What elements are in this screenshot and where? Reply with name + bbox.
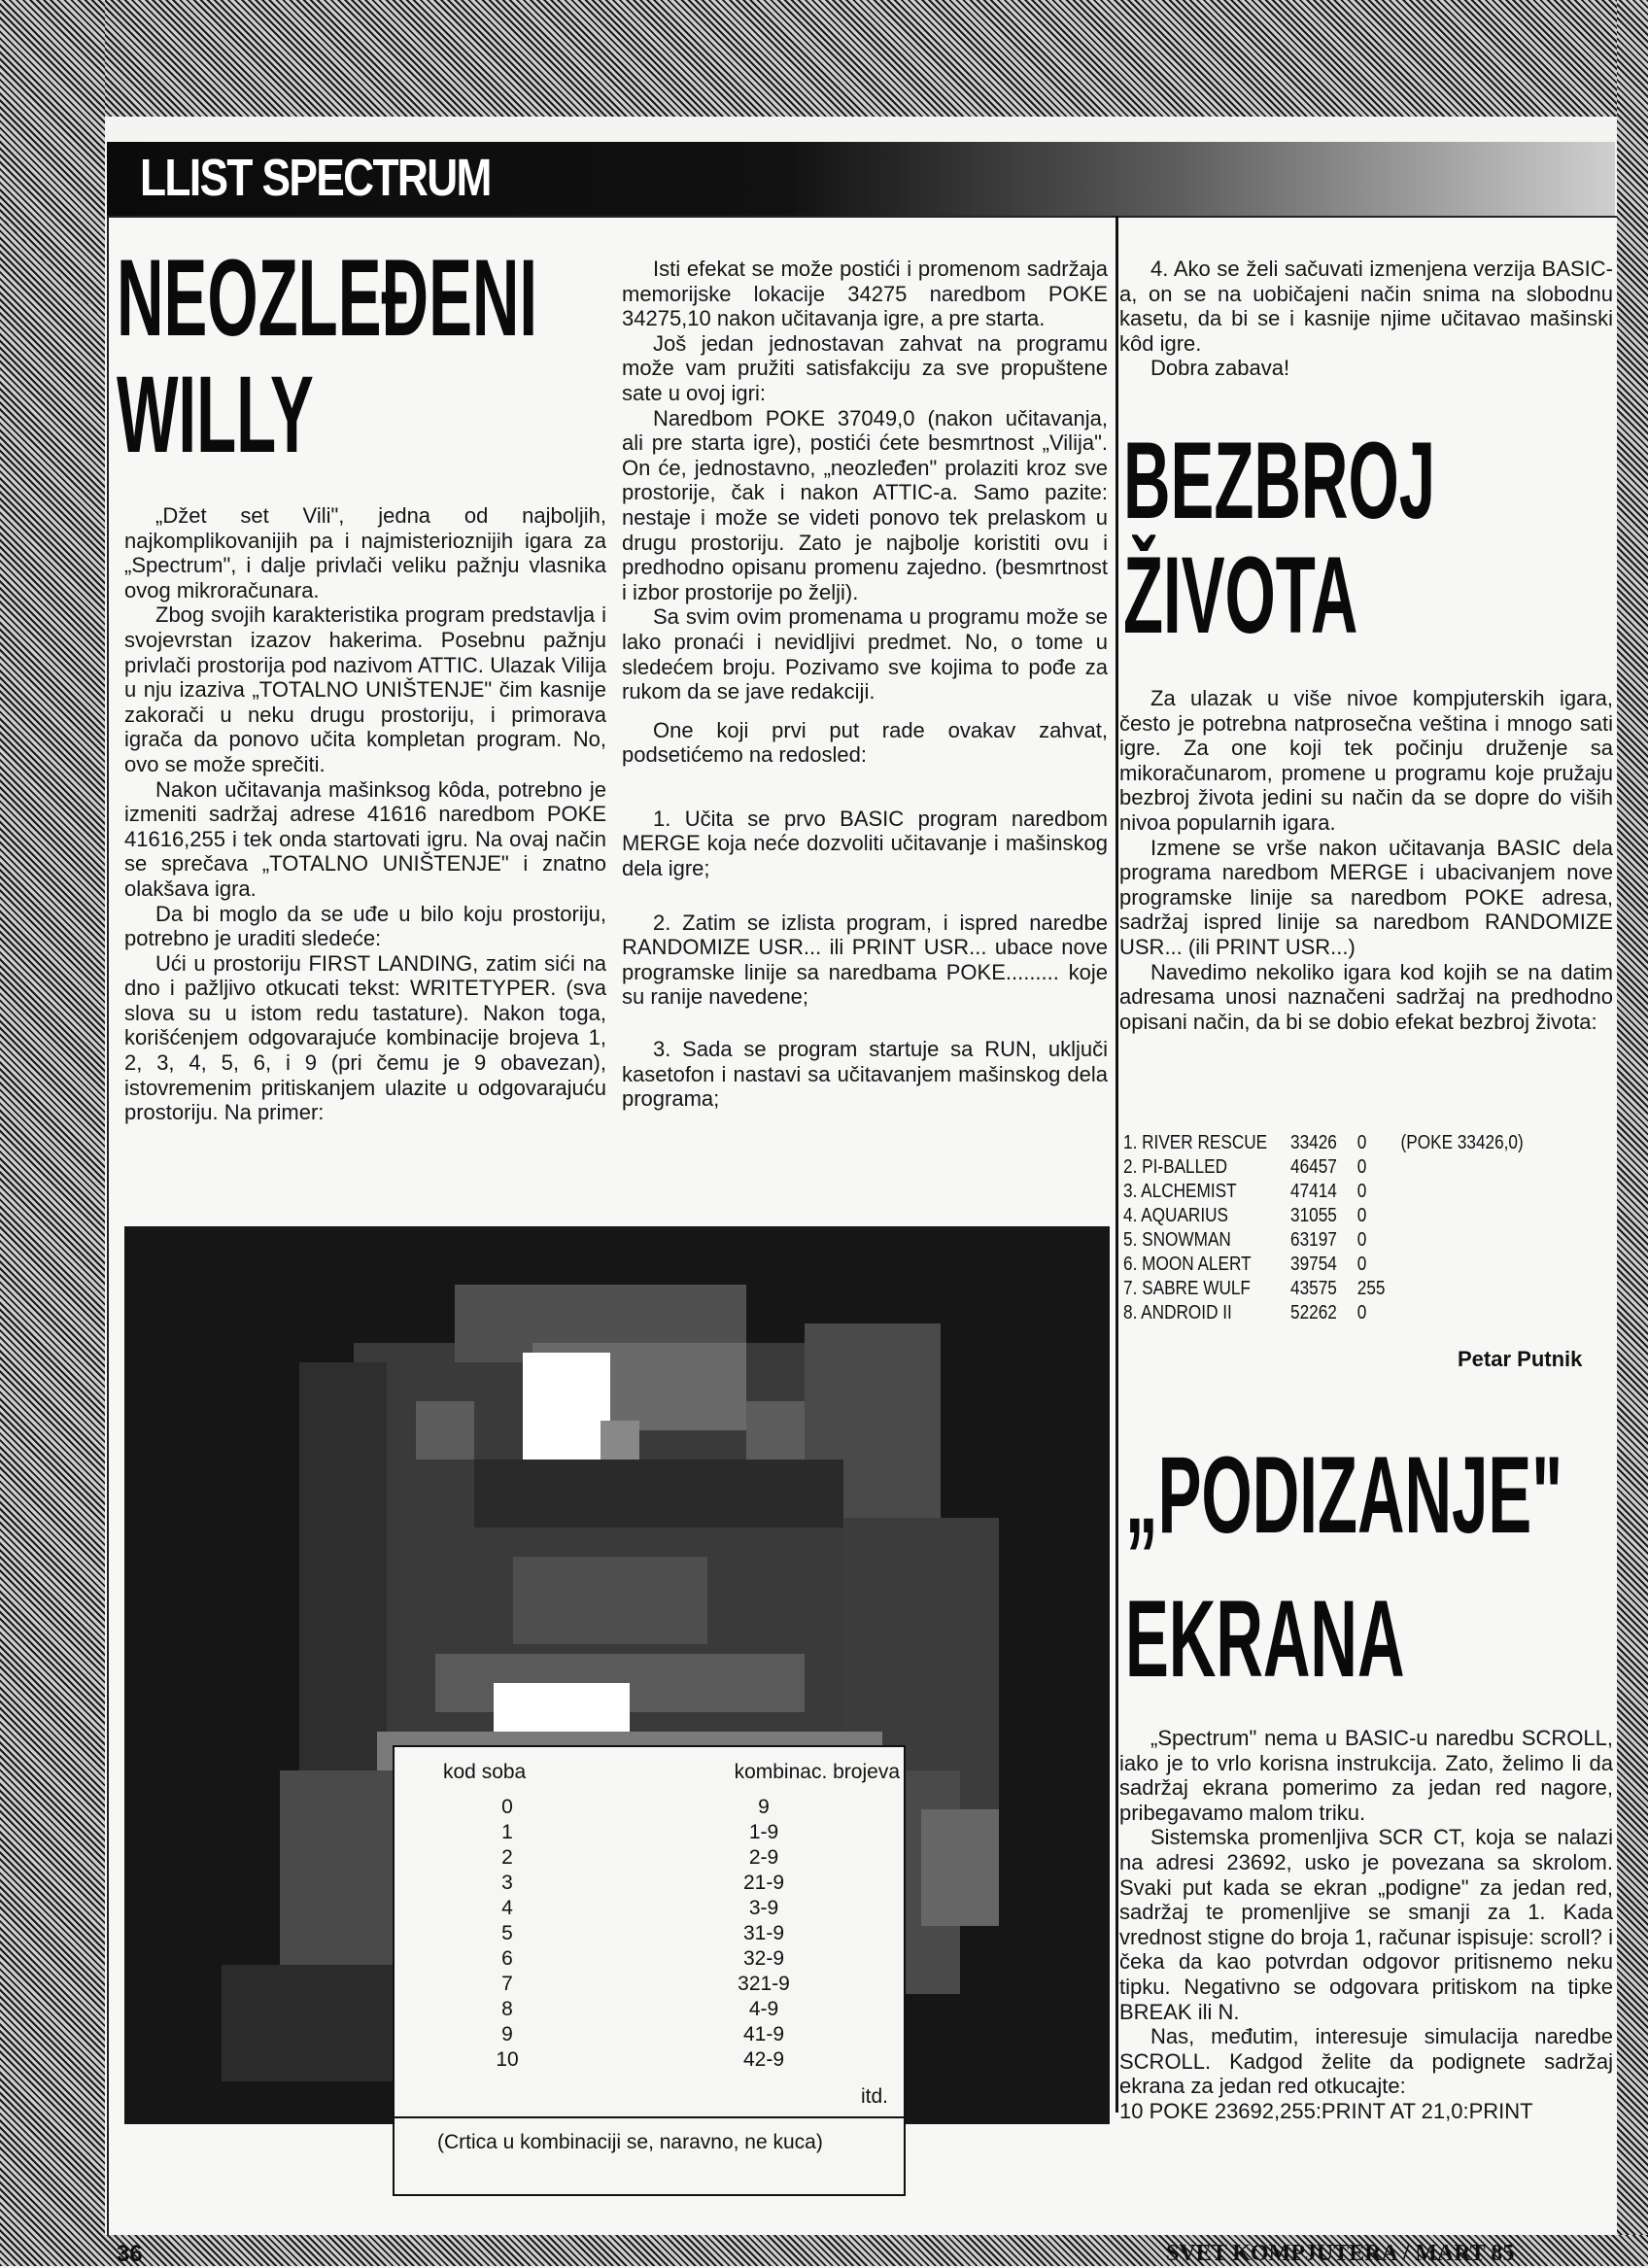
paragraph: Dobra zabava! <box>1150 356 1290 381</box>
divider <box>395 2116 904 2118</box>
article1-column1 <box>124 503 606 1125</box>
paragraph: „Spectrum" nema u BASIC-u naredbu SCROLL, iako je to vrlo korisna instrukcija. Zato, želimo li da sadržaj ekrana pomerimo za jedan red nagore, pribegavamo malom triku. <box>1119 1726 1613 1825</box>
table-row: 7 321-9 <box>501 1973 790 1995</box>
article1-column3 <box>1119 257 1613 381</box>
table-etc: itd. <box>861 2085 889 2108</box>
table-row: 0 9 <box>501 1796 770 1818</box>
paragraph: Nas, međutim, interesuje simulacija naredbe SCROLL. Kadgod želite da podignete sadržaj ekrana za jedan red otkucajte: <box>1119 2024 1613 2099</box>
list-item: 8. ANDROID II 52262 0 <box>1123 1302 1367 1323</box>
article2-title-line1: BEZBROJ <box>1123 420 1436 541</box>
table-row: 4 3-9 <box>501 1897 779 1919</box>
page-border-top <box>0 0 1648 117</box>
paragraph: Isti efekat se može postići i promenom sadržaja memorijske lokacije 34275 naredbom POKE 34275,10 nakon učitavanja igre, a pre starta. <box>622 257 1108 331</box>
article2-body <box>1119 686 1613 1034</box>
page-number: 36 <box>117 2241 143 2267</box>
banner-title: LLIST SPECTRUM <box>140 149 491 207</box>
paragraph: Da bi moglo da se uđe u bilo koju prostoriju, potrebno je uraditi sledeće: <box>124 901 606 951</box>
list-item: 1. RIVER RESCUE 33426 0 (POKE 33426,0) <box>1123 1132 1524 1153</box>
list-item: 2. PI-BALLED 46457 0 <box>1123 1156 1367 1178</box>
poke-list <box>1123 1131 1541 1325</box>
paragraph: Izmene se vrše nakon učitavanja BASIC dela programa naredbom MERGE i ubacivanjem nove programske linije sa naredbom POKE adresa, sadržaj ispred linije sa naredbom RANDOMIZE USR... (ili PRINT USR...) <box>1119 835 1613 959</box>
table-row: 5 31-9 <box>501 1922 785 1944</box>
paragraph: Sa svim ovim promenama u programu može se lako pronaći i nevidljivi predmet. No, o tome u sledećem broju. Pozivamo sve kojima to pođe za rukom da se jave redakciji. <box>622 604 1108 704</box>
header-room-code: kod soba <box>443 1761 527 1783</box>
step-4: 4. Ako se želi sačuvati izmenjena verzija BASIC-a, on se na uobičajeni način snima na slobodnu kasetu, da bi se i kasnije njime učitavao mašinski kôd igre. <box>1119 257 1613 356</box>
paragraph: One koji prvi put rade ovakav zahvat, podsetićemo na redosled: <box>622 717 1108 768</box>
article1-title-line2: WILLY <box>117 354 314 475</box>
paragraph: Zbog svojih karakteristika program predstavlja i svojevrstan izazov hakerima. Posebnu pažnju privlači prostorija pod nazivom ATTIC. Ulazak Vilija u nju izaziva „TOTALNO UNIŠTENJE" čim kasnije zakorači u neku drugu prostoriju, i primorava igrača da ponovo učita kompletan program. No, ovo se može sprečiti. <box>124 602 606 776</box>
magazine-footer: SVET KOMPJUTERA / MART 85 <box>1166 2241 1515 2266</box>
paragraph: Još jedan jednostavan zahvat na programu može vam pružiti satisfakciju za sve propuštene sate u ovoj igri: <box>622 330 1108 405</box>
table-header <box>443 1761 900 1784</box>
step-1: 1. Učita se prvo BASIC program naredbom MERGE koja neće dozvoliti učitavanje i mašinskog dela igre; <box>622 806 1108 881</box>
article3-title-line1: „PODIZANJE" <box>1125 1434 1563 1556</box>
article3-body <box>1119 1726 1613 2124</box>
paragraph: Sistemska promenljiva SCR CT, koja se nalazi na adresi 23692, usko je povezana sa skrolom. Svaki put kada se ekran „podigne" za jedan red, sadržaj te promenljive se smanji za 1. Kada vrednost stigne do broja 1, računar ispisuje: scroll? i čeka da kao potvrdan odgovor pritisnemo neku tipku. Negativno se odgovara pritiskom na tipke BREAK ili N. <box>1119 1825 1613 2024</box>
list-item: 4. AQUARIUS 31055 0 <box>1123 1205 1367 1226</box>
paragraph: Za ulazak u više nivoe kompjuterskih igara, često je potrebna natprosečna veština i mnogo sati igre. Za one koji tek počinju druženje sa mikoračunarom, promene u programu koje pružaju bezbroj života jedini su način da se dopre do viših nivoa popularnih igara. <box>1119 686 1613 835</box>
step-3: 3. Sada se program startuje sa RUN, uključi kasetofon i nastavi sa učitavanjem mašinskog dela programa; <box>622 1037 1108 1112</box>
page-border-left <box>0 0 105 2266</box>
room-code-table <box>393 1745 906 2196</box>
code-line: 10 POKE 23692,255:PRINT AT 21,0:PRINT <box>1119 2098 1533 2123</box>
paragraph: Navedimo nekoliko igara kod kojih se na datim adresama unosi naznačeni sadržaj na predhodno opisani način, da bi se dobio efekat bezbroj života: <box>1119 959 1613 1034</box>
paragraph: Nakon učitavanja mašinksog kôda, potrebno je izmeniti sadržaj adrese 41616 naredbom POKE 41616,255 i tek onda startovati igru. Na ovaj način se sprečava „TOTALNO UNIŠTENJE" i znatno olakšava igra. <box>124 776 606 901</box>
table-row: 8 4-9 <box>501 1998 779 2020</box>
table-note: (Crtica u kombinaciji se, naravno, ne kuca) <box>437 2131 823 2153</box>
paragraph: „Džet set Vili", jedna od najboljih, najkomplikovanijih pa i najmisterioznijih igara za „Spectrum", i dalje privlači veliku pažnju vlasnika ovog mikroračunara. <box>124 503 606 602</box>
column-divider <box>1116 216 1118 2113</box>
section-banner <box>107 142 1615 216</box>
step-2: 2. Zatim se izlista program, i ispred naredbe RANDOMIZE USR... ili PRINT USR... ubace nove programske linije sa naredbama POKE......... koje su ranije navedene; <box>622 910 1108 1010</box>
paragraph: Ući u prostoriju FIRST LANDING, zatim sići na dno i pažljivo otkucati tekst: WRITETYPER. (sva slova su u istom redu tastature). Nakon toga, korišćenjem odgovarajuće kombinacije brojeva 1, 2, 3, 4, 5, 6, i 9 (pri čemu je 9 obavezan), istovremenim pritiskanjem ulazite u odgovarajuću prostoriju. Na primer: <box>124 950 606 1125</box>
author-name: Petar Putnik <box>1458 1347 1583 1371</box>
article2-title-line2: ŽIVOTA <box>1123 534 1358 656</box>
table-row: 10 42-9 <box>496 2048 785 2071</box>
header-combination: kombinac. brojeva <box>734 1761 900 1783</box>
table-row: 3 21-9 <box>501 1872 785 1894</box>
paragraph: Naredbom POKE 37049,0 (nakon učitavanja, ali pre starta igre), postići ćete besmrtnost „Vilija". On će, jednostavno, „neozleđen" prolaziti kroz sve prostorije, čak i nakon ATTIC-a. Samo pazite: nestaje i može se videti ponovo tek prelaskom u drugu prostoriju. Zato je najbolje koristiti ovu i predhodno opisanu promenu zajedno. (besmrtnost i izbor prostorije po želji). <box>622 405 1108 604</box>
table-row: 2 2-9 <box>501 1846 779 1869</box>
list-item: 5. SNOWMAN 63197 0 <box>1123 1229 1367 1251</box>
article1-column2 <box>622 257 1108 1112</box>
table-row: 1 1-9 <box>501 1821 779 1843</box>
list-item: 3. ALCHEMIST 47414 0 <box>1123 1181 1367 1202</box>
list-item: 6. MOON ALERT 39754 0 <box>1123 1254 1367 1275</box>
table-row: 9 41-9 <box>501 2023 785 2045</box>
page-border-right <box>1617 0 1648 2266</box>
table-row: 6 32-9 <box>501 1947 785 1970</box>
article3-title-line2: EKRANA <box>1125 1578 1405 1700</box>
article1-title-line1: NEOZLEĐENI <box>117 237 538 359</box>
list-item: 7. SABRE WULF 43575 255 <box>1123 1278 1386 1299</box>
